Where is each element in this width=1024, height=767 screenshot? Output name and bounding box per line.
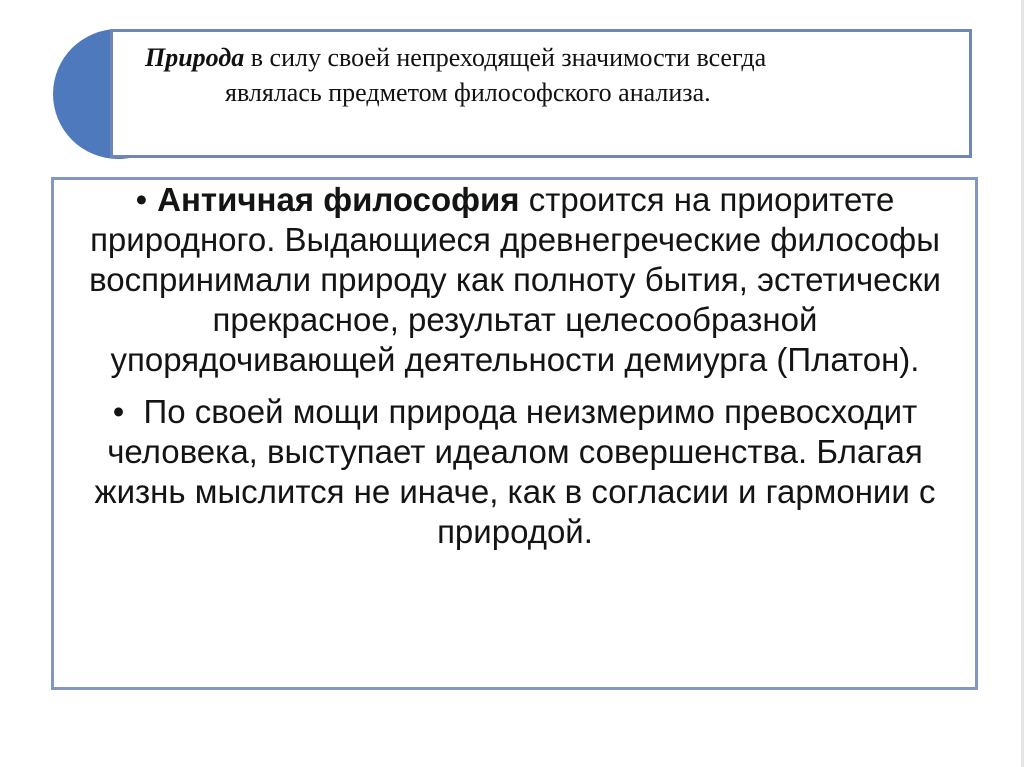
bullet-text: По своей мощи природа неизмеримо превосходит человека, выступает идеалом совершенства. Благая жизнь мыслится не иначе, как в согласии и гармонии с природой. xyxy=(94,393,936,550)
bullet-text: строится на приоритете природного. Выдающиеся древнегреческие философы воспринимали природу как полноту бытия, эстетически прекрасное, результат целесообразной упорядочивающей деятельности демиурга (Платон). xyxy=(89,181,941,378)
bullet-marker: • xyxy=(135,181,148,218)
bullet-marker: • xyxy=(112,393,125,430)
bullet-lead: Античная философия xyxy=(157,181,520,218)
header-line2: являлась предметом философского анализа. xyxy=(225,78,711,107)
header-line1-rest: в силу своей непреходящей значимости всегда xyxy=(244,43,767,72)
header-lead-word: Природа xyxy=(145,43,245,72)
bullet-item-ancient-philosophy xyxy=(70,180,960,380)
bullet-list xyxy=(70,180,960,552)
header-text xyxy=(145,40,945,110)
bullet-item-power-of-nature xyxy=(70,392,960,552)
